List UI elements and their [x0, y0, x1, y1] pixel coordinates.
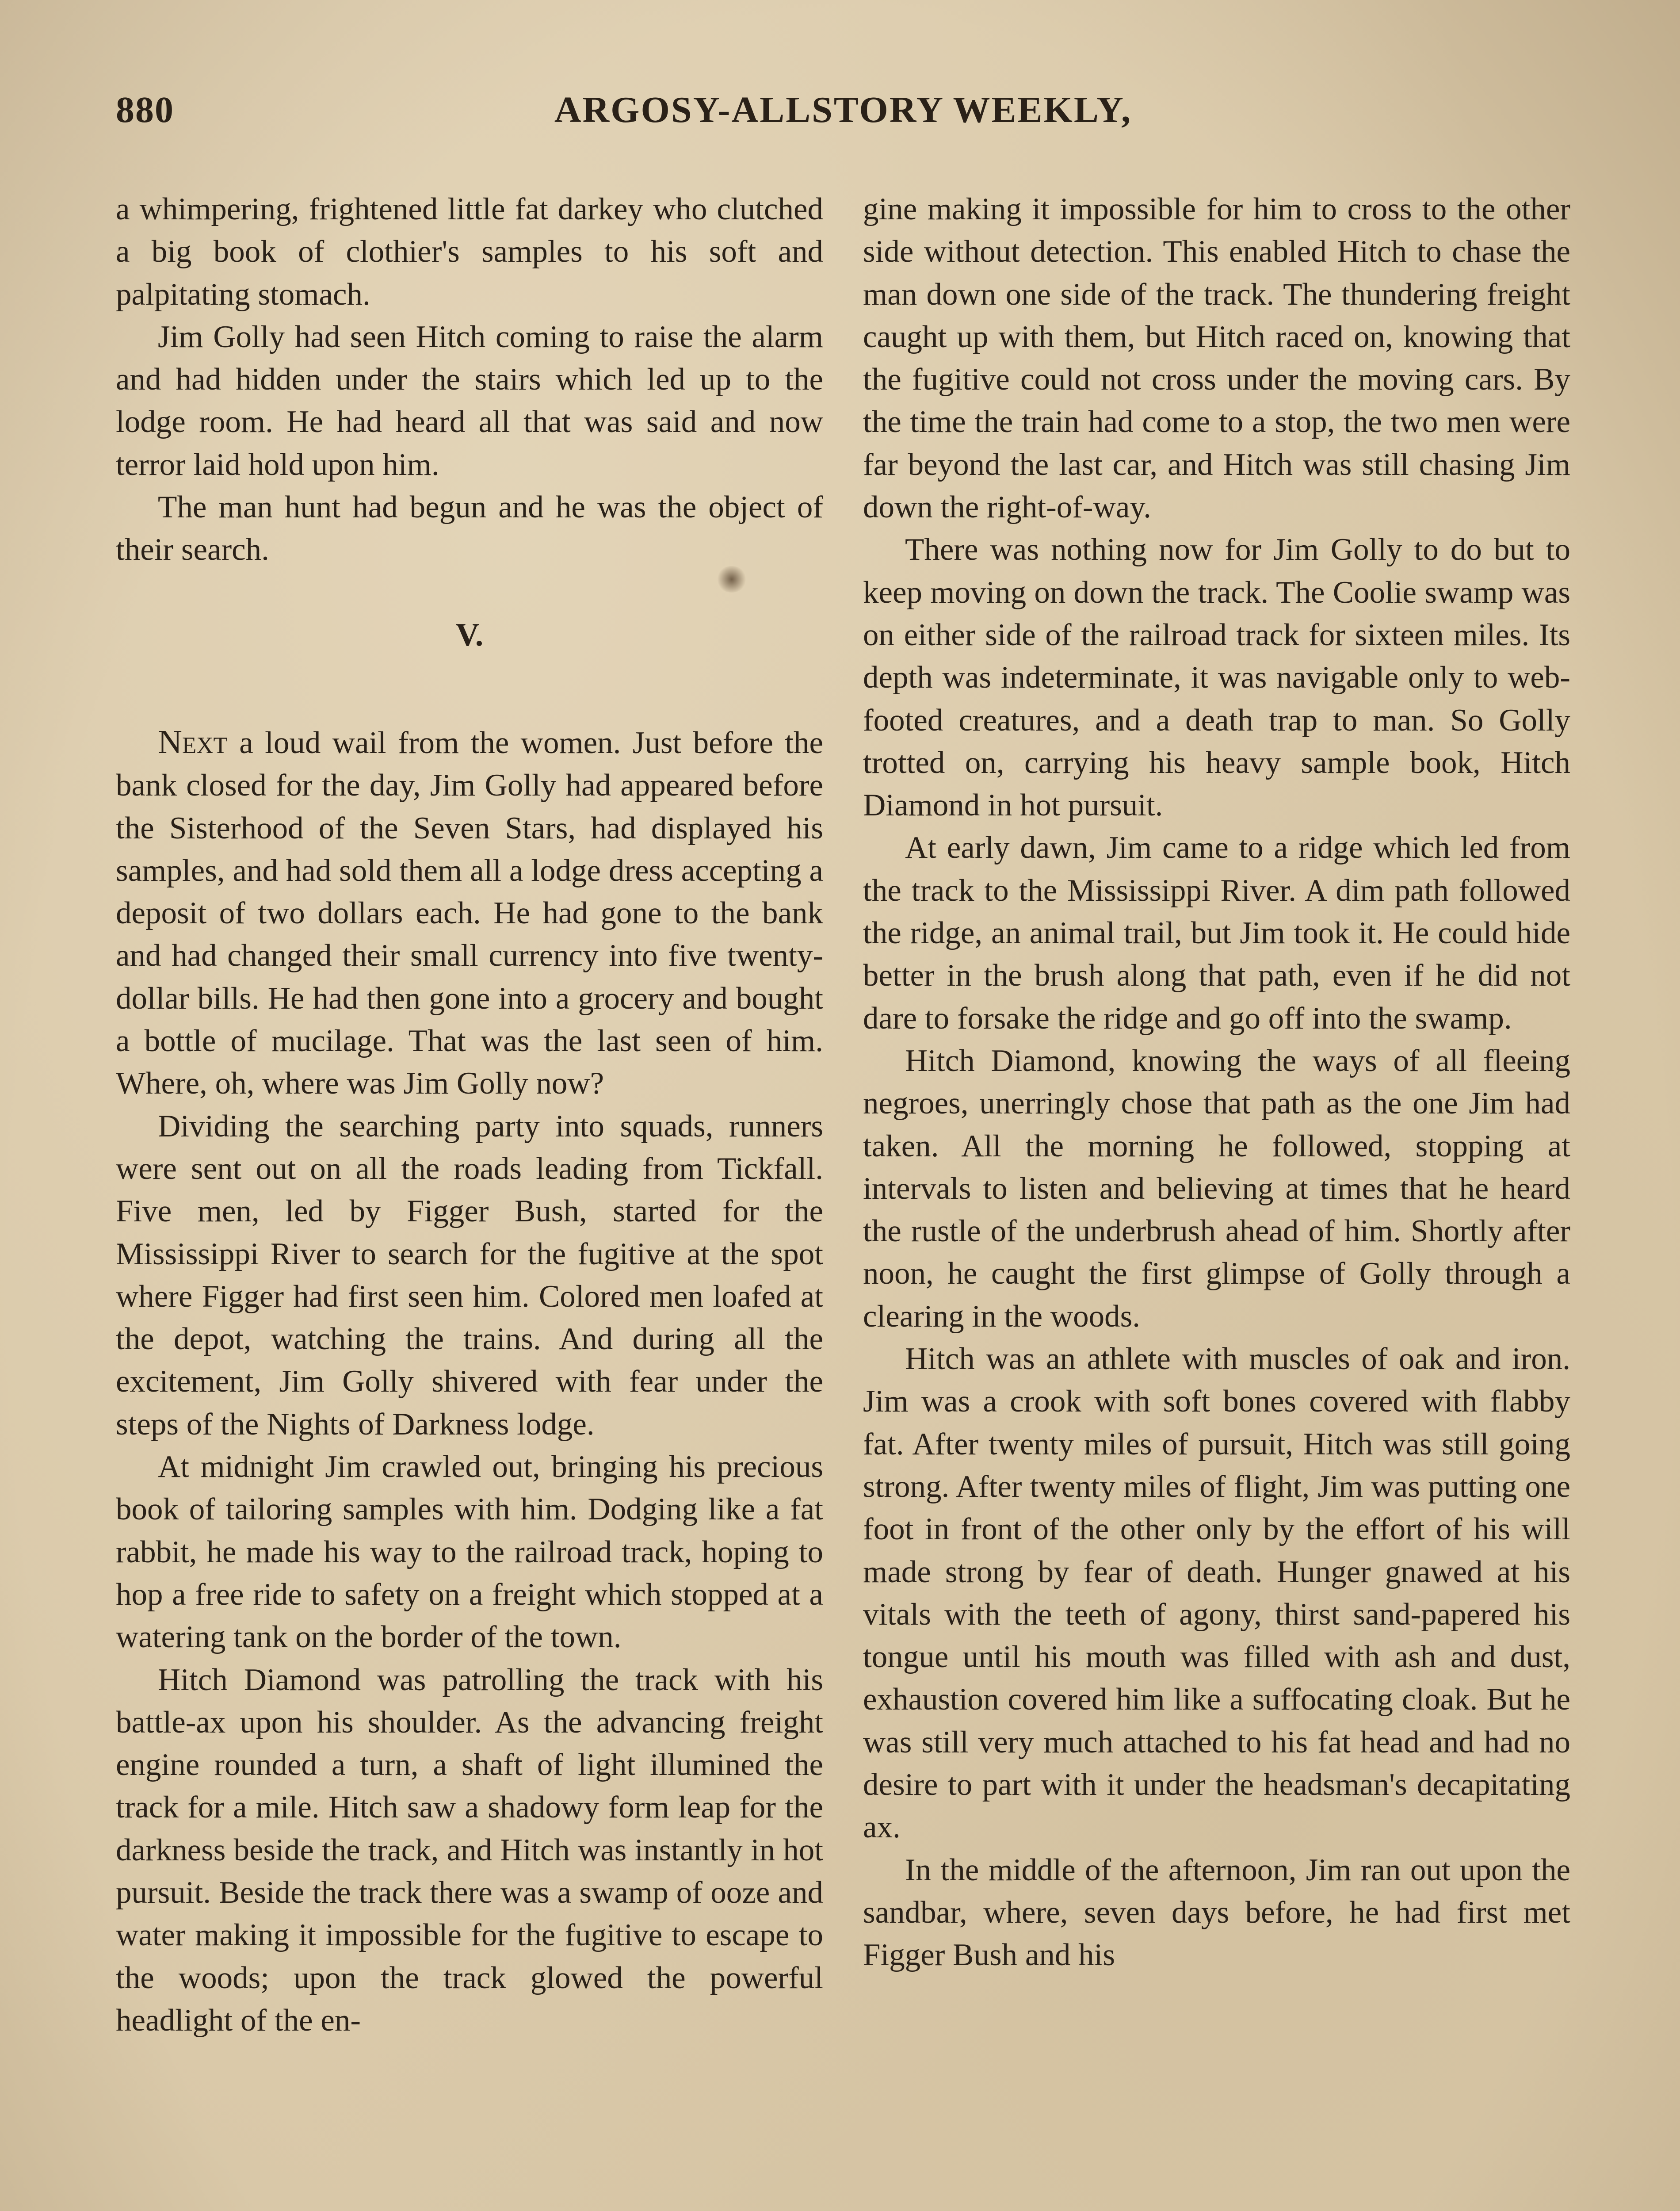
left-column [116, 188, 823, 2042]
page-header [116, 88, 1570, 146]
paragraph: At early dawn, Jim came to a ridge which led from the track to the Mississippi River. A dim path followed the ridge, an animal trail, but Jim took it. He could hide better in the brush along that path, even if he did not dare to forsake the ridge and go off into the swamp. [863, 830, 1570, 1036]
paragraph: The man hunt had begun and he was the object of their search. [116, 490, 823, 567]
paragraph-lead-word: Next [158, 723, 228, 761]
paragraph: In the middle of the afternoon, Jim ran out upon the sandbar, where, seven days before, he had first met Figger Bush and his [863, 1852, 1570, 1973]
paragraph: Jim Golly had seen Hitch coming to raise the alarm and had hidden under the stairs which led up to the lodge room. He had heard all that was said and now terror laid hold upon him. [116, 319, 823, 482]
paragraph-text: a loud wail from the women. Just before the bank closed for the day, Jim Golly had appeared before the Sisterhood of the Seven Stars, had displayed his samples, and had sold them all a lodge dress accepting a deposit of two dollars each. He had gone to the bank and had changed their small currency into five twenty-dollar bills. He had then gone into a grocery and bought a bottle of mucilage. That was the last seen of him. Where, oh, where was Jim Golly now? [116, 725, 823, 1101]
chapter-number: V. [455, 616, 484, 653]
paragraph: a whimpering, frightened little fat darkey who clutched a big book of clothier's samples to his soft and palpitating stomach. [116, 192, 823, 312]
paragraph: Dividing the searching party into squads, runners were sent out on all the roads leading from Tickfall. Five men, led by Figger Bush, started for the Mississippi River to search for the fugitive at the spot where Figger had first seen him. Colored men loafed at the depot, watching the trains. And during all the excitement, Jim Golly shivered with fear under the steps of the Nights of Darkness lodge. [116, 1109, 823, 1442]
paragraph: At midnight Jim crawled out, bringing his precious book of tailoring samples with him. Dodging like a fat rabbit, he made his way to the railroad track, hoping to hop a free ride to safety on a freight which stopped at a watering tank on the border of the town. [116, 1450, 823, 1655]
running-title: ARGOSY-ALLSTORY WEEKLY, [554, 89, 1132, 130]
right-column [863, 188, 1570, 1976]
paragraph: gine making it impossible for him to cross to the other side without detection. This enabled Hitch to chase the man down one side of the track. The thundering freight caught up with them, but Hitch raced on, knowing that the fugitive could not cross under the moving cars. By the time the train had come to a stop, the two men were far beyond the last car, and Hitch was still chasing Jim down the right-of-way. [863, 192, 1570, 525]
page-number: 880 [116, 89, 174, 130]
paragraph: Hitch was an athlete with muscles of oak and iron. Jim was a crook with soft bones covered with flabby fat. After twenty miles of pursuit, Hitch was still going strong. After twenty miles of flight, Jim was putting one foot in front of the other only by the effort of his will made strong by fear of death. Hunger gnawed at his vitals with the teeth of agony, thirst sand-papered his tongue until his mouth was filled with ash and dust, exhaustion covered him like a suffocating cloak. But he was still very much attached to his fat head and had no desire to part with it under the headsman's decapitating ax. [863, 1342, 1570, 1845]
paragraph: There was nothing now for Jim Golly to do but to keep moving on down the track. The Coolie swamp was on either side of the railroad track for sixteen miles. Its depth was indeterminate, it was navigable only to web-footed creatures, and a death trap to man. So Golly trotted on, carrying his heavy sample book, Hitch Diamond in hot pursuit. [863, 532, 1570, 823]
paragraph: Hitch Diamond, knowing the ways of all fleeing negroes, unerringly chose that path as the one Jim had taken. All the morning he followed, stopping at intervals to listen and believing at times that he heard the rustle of the underbrush ahead of him. Shortly after noon, he caught the first glimpse of Golly through a clearing in the woods. [863, 1043, 1570, 1334]
paragraph [116, 721, 823, 1105]
paragraph: Hitch Diamond was patrolling the track with his battle-ax upon his shoulder. As the advancing freight engine rounded a turn, a shaft of light illumined the track for a mile. Hitch saw a shadowy form leap for the darkness beside the track, and Hitch was instantly in hot pursuit. Beside the track there was a swamp of ooze and water making it impossible for the fugitive to escape to the woods; upon the track glowed the powerful headlight of the en- [116, 1662, 823, 2038]
